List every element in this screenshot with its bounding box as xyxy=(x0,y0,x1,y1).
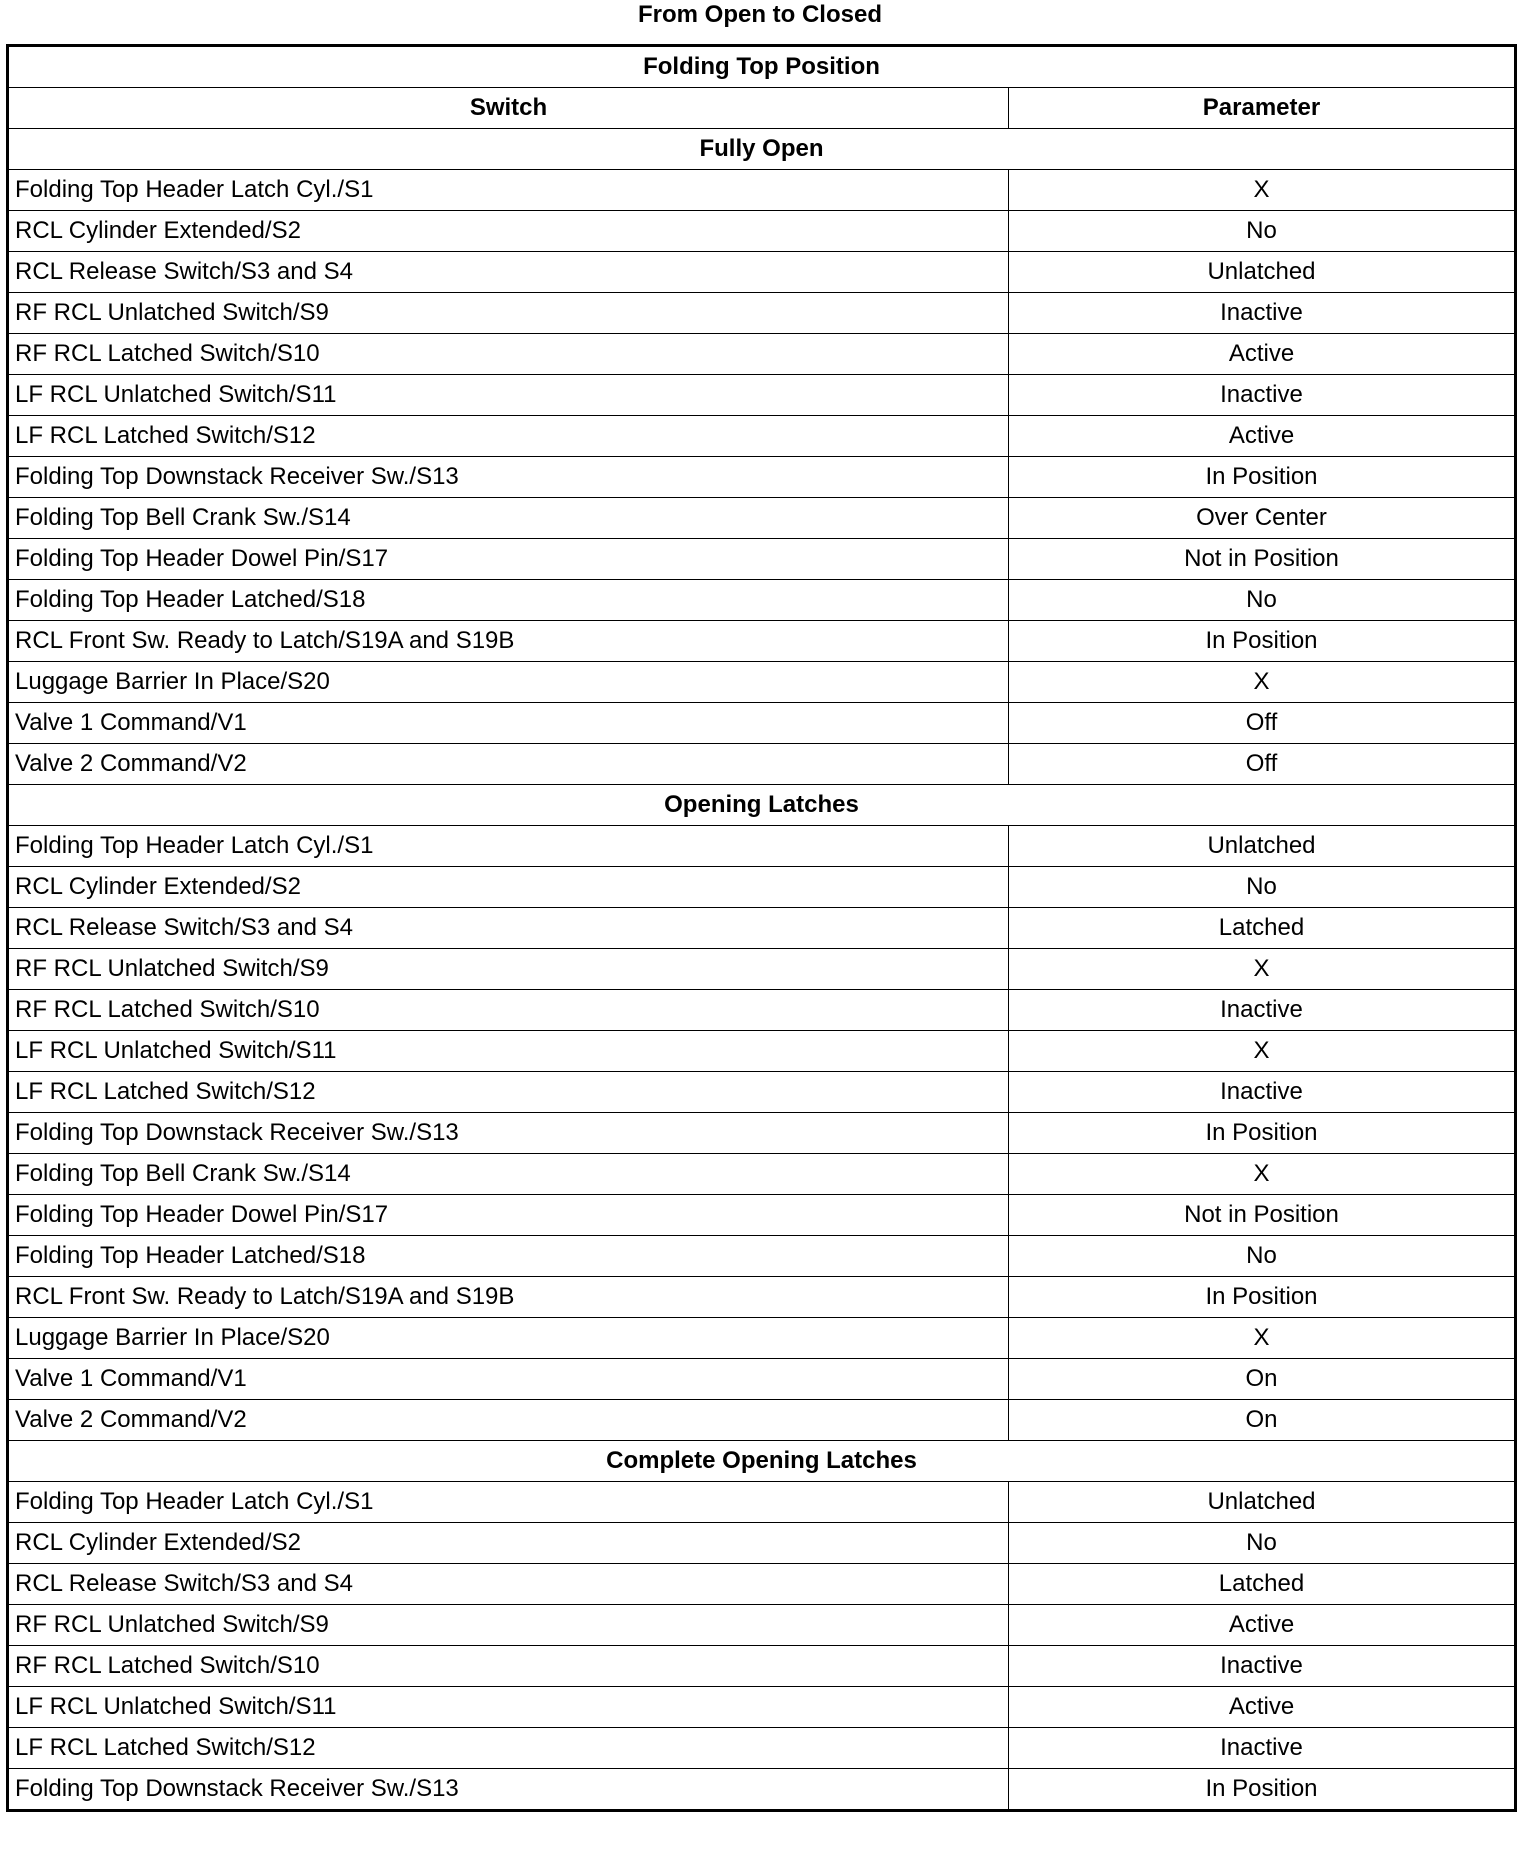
switch-cell: RCL Front Sw. Ready to Latch/S19A and S19B xyxy=(8,1277,1009,1318)
parameter-cell: Inactive xyxy=(1009,1728,1516,1769)
table-row xyxy=(8,1236,1516,1277)
table-row xyxy=(8,1482,1516,1523)
switch-cell: Valve 1 Command/V1 xyxy=(8,1359,1009,1400)
switch-cell: RCL Cylinder Extended/S2 xyxy=(8,867,1009,908)
table-row xyxy=(8,908,1516,949)
switch-cell: Folding Top Downstack Receiver Sw./S13 xyxy=(8,457,1009,498)
table-caption-row xyxy=(8,46,1516,88)
parameter-cell: In Position xyxy=(1009,457,1516,498)
parameter-cell: Latched xyxy=(1009,908,1516,949)
folding-top-position-table xyxy=(6,44,1517,1812)
column-header-row xyxy=(8,88,1516,129)
table-row xyxy=(8,1154,1516,1195)
switch-cell: Luggage Barrier In Place/S20 xyxy=(8,662,1009,703)
switch-cell: RF RCL Unlatched Switch/S9 xyxy=(8,949,1009,990)
table-row xyxy=(8,170,1516,211)
switch-cell: Folding Top Header Latched/S18 xyxy=(8,1236,1009,1277)
switch-cell: Luggage Barrier In Place/S20 xyxy=(8,1318,1009,1359)
table-row xyxy=(8,703,1516,744)
parameter-cell: Off xyxy=(1009,744,1516,785)
parameter-cell: Active xyxy=(1009,334,1516,375)
table-row xyxy=(8,580,1516,621)
switch-cell: RCL Release Switch/S3 and S4 xyxy=(8,908,1009,949)
parameter-cell: No xyxy=(1009,211,1516,252)
section-title: Complete Opening Latches xyxy=(8,1441,1516,1482)
table-row xyxy=(8,1564,1516,1605)
table-row xyxy=(8,1195,1516,1236)
parameter-cell: X xyxy=(1009,949,1516,990)
table-row xyxy=(8,375,1516,416)
section-title: Opening Latches xyxy=(8,785,1516,826)
table-row xyxy=(8,1318,1516,1359)
parameter-cell: No xyxy=(1009,1523,1516,1564)
parameter-cell: No xyxy=(1009,1236,1516,1277)
section-header-row xyxy=(8,129,1516,170)
table-row xyxy=(8,1072,1516,1113)
table-row xyxy=(8,1031,1516,1072)
table-row xyxy=(8,334,1516,375)
parameter-cell: X xyxy=(1009,1318,1516,1359)
table-row xyxy=(8,826,1516,867)
table-row xyxy=(8,1359,1516,1400)
switch-cell: RCL Cylinder Extended/S2 xyxy=(8,1523,1009,1564)
table-row xyxy=(8,1113,1516,1154)
column-header-switch: Switch xyxy=(8,88,1009,129)
switch-cell: Valve 2 Command/V2 xyxy=(8,1400,1009,1441)
table-row xyxy=(8,1523,1516,1564)
table-row xyxy=(8,867,1516,908)
parameter-cell: Unlatched xyxy=(1009,1482,1516,1523)
table-row xyxy=(8,539,1516,580)
table-row xyxy=(8,990,1516,1031)
table-row xyxy=(8,1400,1516,1441)
switch-cell: Folding Top Downstack Receiver Sw./S13 xyxy=(8,1113,1009,1154)
parameter-cell: X xyxy=(1009,1031,1516,1072)
switch-cell: RF RCL Unlatched Switch/S9 xyxy=(8,1605,1009,1646)
switch-cell: RF RCL Latched Switch/S10 xyxy=(8,334,1009,375)
switch-cell: Folding Top Header Latch Cyl./S1 xyxy=(8,170,1009,211)
switch-cell: LF RCL Latched Switch/S12 xyxy=(8,1728,1009,1769)
switch-cell: Valve 2 Command/V2 xyxy=(8,744,1009,785)
parameter-cell: Not in Position xyxy=(1009,1195,1516,1236)
switch-cell: Folding Top Header Latch Cyl./S1 xyxy=(8,1482,1009,1523)
parameter-cell: Off xyxy=(1009,703,1516,744)
switch-cell: Folding Top Header Latch Cyl./S1 xyxy=(8,826,1009,867)
section-header-row xyxy=(8,785,1516,826)
parameter-cell: Unlatched xyxy=(1009,252,1516,293)
switch-cell: RCL Front Sw. Ready to Latch/S19A and S19B xyxy=(8,621,1009,662)
switch-cell: RF RCL Latched Switch/S10 xyxy=(8,1646,1009,1687)
parameter-cell: Unlatched xyxy=(1009,826,1516,867)
parameter-cell: Inactive xyxy=(1009,1646,1516,1687)
section-header-row xyxy=(8,1441,1516,1482)
table-caption: Folding Top Position xyxy=(8,46,1516,88)
switch-cell: LF RCL Latched Switch/S12 xyxy=(8,1072,1009,1113)
table-row xyxy=(8,416,1516,457)
parameter-cell: In Position xyxy=(1009,1769,1516,1811)
switch-cell: LF RCL Unlatched Switch/S11 xyxy=(8,1031,1009,1072)
parameter-cell: X xyxy=(1009,662,1516,703)
parameter-cell: No xyxy=(1009,867,1516,908)
parameter-cell: Inactive xyxy=(1009,375,1516,416)
switch-cell: LF RCL Latched Switch/S12 xyxy=(8,416,1009,457)
column-header-parameter: Parameter xyxy=(1009,88,1516,129)
parameter-cell: Not in Position xyxy=(1009,539,1516,580)
parameter-cell: X xyxy=(1009,1154,1516,1195)
table-row xyxy=(8,498,1516,539)
table-row xyxy=(8,293,1516,334)
switch-cell: Folding Top Downstack Receiver Sw./S13 xyxy=(8,1769,1009,1811)
table-row xyxy=(8,1277,1516,1318)
table-row xyxy=(8,621,1516,662)
table-row xyxy=(8,211,1516,252)
parameter-cell: On xyxy=(1009,1359,1516,1400)
table-row xyxy=(8,1687,1516,1728)
switch-cell: RF RCL Latched Switch/S10 xyxy=(8,990,1009,1031)
table-row xyxy=(8,949,1516,990)
document-title: From Open to Closed xyxy=(637,1,882,28)
parameter-cell: X xyxy=(1009,170,1516,211)
section-title: Fully Open xyxy=(8,129,1516,170)
parameter-cell: Active xyxy=(1009,1687,1516,1728)
table-row xyxy=(8,662,1516,703)
table-body xyxy=(8,129,1516,1811)
switch-cell: Folding Top Bell Crank Sw./S14 xyxy=(8,498,1009,539)
parameter-cell: Over Center xyxy=(1009,498,1516,539)
switch-cell: Valve 1 Command/V1 xyxy=(8,703,1009,744)
parameter-cell: Inactive xyxy=(1009,1072,1516,1113)
table-row xyxy=(8,1728,1516,1769)
table-row xyxy=(8,1646,1516,1687)
parameter-cell: Inactive xyxy=(1009,990,1516,1031)
parameter-cell: Latched xyxy=(1009,1564,1516,1605)
switch-cell: Folding Top Header Dowel Pin/S17 xyxy=(8,539,1009,580)
table-row xyxy=(8,1769,1516,1811)
switch-cell: RCL Release Switch/S3 and S4 xyxy=(8,1564,1009,1605)
switch-cell: LF RCL Unlatched Switch/S11 xyxy=(8,375,1009,416)
table-row xyxy=(8,457,1516,498)
switch-cell: Folding Top Header Dowel Pin/S17 xyxy=(8,1195,1009,1236)
switch-cell: RCL Cylinder Extended/S2 xyxy=(8,211,1009,252)
parameter-cell: In Position xyxy=(1009,621,1516,662)
parameter-cell: In Position xyxy=(1009,1277,1516,1318)
table-row xyxy=(8,252,1516,293)
table-row xyxy=(8,1605,1516,1646)
parameter-cell: Inactive xyxy=(1009,293,1516,334)
switch-cell: Folding Top Bell Crank Sw./S14 xyxy=(8,1154,1009,1195)
switch-cell: RCL Release Switch/S3 and S4 xyxy=(8,252,1009,293)
parameter-cell: Active xyxy=(1009,416,1516,457)
switch-cell: LF RCL Unlatched Switch/S11 xyxy=(8,1687,1009,1728)
switch-cell: Folding Top Header Latched/S18 xyxy=(8,580,1009,621)
parameter-cell: In Position xyxy=(1009,1113,1516,1154)
parameter-cell: No xyxy=(1009,580,1516,621)
switch-cell: RF RCL Unlatched Switch/S9 xyxy=(8,293,1009,334)
parameter-cell: Active xyxy=(1009,1605,1516,1646)
parameter-cell: On xyxy=(1009,1400,1516,1441)
table-row xyxy=(8,744,1516,785)
